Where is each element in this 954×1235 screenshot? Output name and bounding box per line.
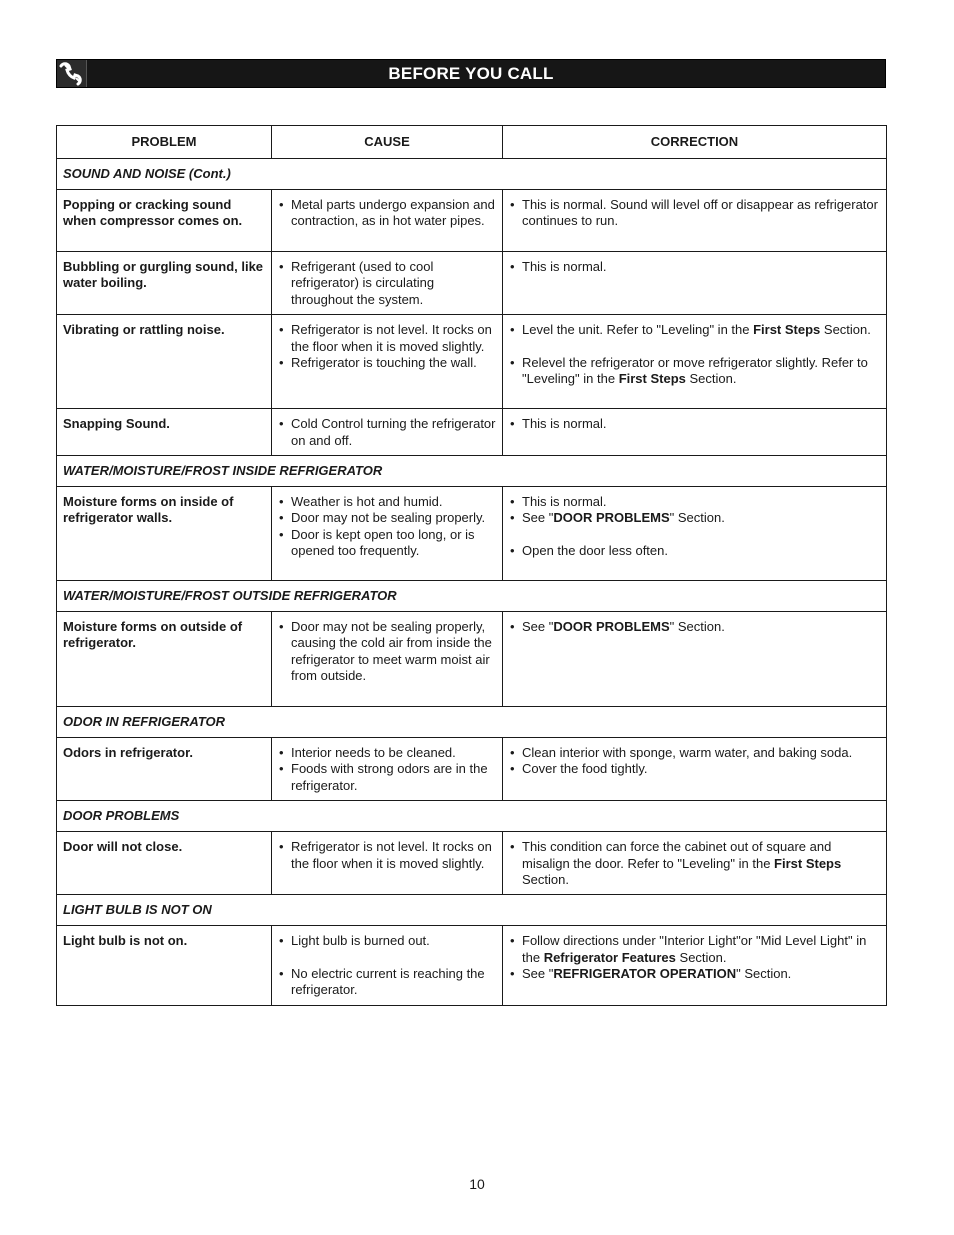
section-reference: REFRIGERATOR OPERATION (553, 966, 737, 982)
correction-cell (503, 926, 887, 1005)
correction-item (509, 966, 880, 982)
cause-cell (272, 832, 503, 895)
cause-cell (272, 190, 503, 252)
correction-cell (503, 409, 887, 456)
correction-text: See " (522, 966, 554, 982)
correction-cell (503, 252, 887, 315)
cause-cell (272, 612, 503, 707)
column-header-correction: CORRECTION (503, 126, 887, 159)
correction-text: " Section. (736, 966, 792, 982)
table-header-row (57, 126, 887, 159)
problem-cell: Snapping Sound. (57, 409, 272, 456)
column-header-cause: CAUSE (272, 126, 503, 159)
problem-cell: Light bulb is not on. (57, 926, 272, 1005)
correction-text: " Section. (669, 619, 725, 635)
section-title: LIGHT BULB IS NOT ON (57, 895, 887, 926)
section-row (57, 895, 887, 926)
cause-cell (272, 409, 503, 456)
cause-cell (272, 926, 503, 1005)
correction-text: See " (522, 510, 554, 526)
section-title: WATER/MOISTURE/FROST OUTSIDE REFRIGERATOR (57, 581, 887, 612)
section-reference: DOOR PROBLEMS (553, 619, 670, 635)
column-header-problem: PROBLEM (57, 126, 272, 159)
table-row (57, 315, 887, 409)
correction-item: • This is normal. (509, 259, 880, 275)
table-row (57, 487, 887, 581)
cause-item: • No electric current is reaching the refrigerator. (278, 966, 496, 999)
table-row (57, 926, 887, 1005)
table-row (57, 190, 887, 252)
section-reference: First Steps (774, 855, 842, 871)
cause-item: • Interior needs to be cleaned. (278, 745, 496, 761)
page-number: 10 (469, 1176, 485, 1192)
section-reference: First Steps (753, 322, 821, 338)
cause-cell (272, 738, 503, 801)
section-row (57, 456, 887, 487)
problem-cell: Vibrating or rattling noise. (57, 315, 272, 409)
table-row (57, 612, 887, 707)
section-title: ODOR IN REFRIGERATOR (57, 707, 887, 738)
problem-cell: Door will not close. (57, 832, 272, 895)
cause-item: • Door may not be sealing properly, causing the cold air from inside the refrigerator to meet warm moist air from outside. (278, 619, 496, 685)
correction-text: Section. (522, 872, 569, 888)
correction-item (509, 933, 880, 966)
cause-item: • Cold Control turning the refrigerator on and off. (278, 416, 496, 449)
correction-item (509, 510, 880, 526)
correction-text: See " (522, 619, 554, 635)
correction-item: • Cover the food tightly. (509, 761, 880, 777)
cause-item: • Weather is hot and humid. (278, 494, 496, 510)
correction-cell (503, 832, 887, 895)
section-reference: Refrigerator Features (543, 949, 676, 965)
correction-text: Section. (685, 371, 737, 387)
page-title: BEFORE YOU CALL (388, 64, 554, 83)
section-row (57, 707, 887, 738)
correction-item (509, 355, 880, 388)
section-title: WATER/MOISTURE/FROST INSIDE REFRIGERATOR (57, 456, 887, 487)
correction-cell (503, 487, 887, 581)
cause-item: • Door is kept open too long, or is opened too frequently. (278, 527, 496, 560)
troubleshooting-table (56, 125, 887, 1006)
correction-item: • This is normal. (509, 494, 880, 510)
cause-cell (272, 252, 503, 315)
correction-cell (503, 738, 887, 801)
correction-item (509, 839, 880, 888)
cause-cell (272, 487, 503, 581)
section-header-bar (56, 59, 886, 88)
cause-item: • Refrigerator is touching the wall. (278, 355, 496, 371)
problem-cell: Odors in refrigerator. (57, 738, 272, 801)
cause-item: • Door may not be sealing properly. (278, 510, 496, 526)
correction-item: • This is normal. Sound will level off or disappear as refrigerator continues to run. (509, 197, 880, 230)
correction-text: Section. (820, 322, 871, 338)
correction-text: " Section. (669, 510, 725, 526)
cause-item: • Refrigerator is not level. It rocks on the floor when it is moved slightly. (278, 322, 496, 355)
correction-item: • This is normal. (509, 416, 880, 432)
section-reference: First Steps (618, 371, 686, 387)
cause-item: • Refrigerator is not level. It rocks on the floor when it is moved slightly. (278, 839, 496, 872)
table-row (57, 738, 887, 801)
section-title: SOUND AND NOISE (Cont.) (57, 159, 887, 190)
correction-text: Relevel the refrigerator or move refrigerator slightly. Refer to "Leveling" in the (522, 354, 868, 387)
section-row (57, 801, 887, 832)
correction-cell (503, 190, 887, 252)
section-row (57, 581, 887, 612)
correction-text: Level the unit. Refer to "Leveling" in the (522, 322, 754, 338)
correction-text: Follow directions under "Interior Light"or "Mid Level Light" in the (522, 933, 867, 965)
correction-text: Section. (675, 949, 727, 965)
correction-item (509, 322, 880, 338)
section-title: DOOR PROBLEMS (57, 801, 887, 832)
cause-item: • Metal parts undergo expansion and contraction, as in hot water pipes. (278, 197, 496, 230)
correction-item: • Open the door less often. (509, 543, 880, 559)
problem-cell: Moisture forms on inside of refrigerator walls. (57, 487, 272, 581)
correction-cell (503, 612, 887, 707)
section-reference: DOOR PROBLEMS (553, 510, 670, 526)
table-row (57, 409, 887, 456)
table-row (57, 252, 887, 315)
correction-cell (503, 315, 887, 409)
problem-cell: Moisture forms on outside of refrigerator. (57, 612, 272, 707)
problem-cell: Bubbling or gurgling sound, like water boiling. (57, 252, 272, 315)
table-row (57, 832, 887, 895)
cause-item: • Foods with strong odors are in the refrigerator. (278, 761, 496, 794)
cause-item: • Refrigerant (used to cool refrigerator) is circulating throughout the system. (278, 259, 496, 308)
section-row (57, 159, 887, 190)
problem-cell: Popping or cracking sound when compressor comes on. (57, 190, 272, 252)
cause-cell (272, 315, 503, 409)
cause-item: • Light bulb is burned out. (278, 933, 496, 949)
correction-text: This condition can force the cabinet out of square and misalign the door. Refer to "Leveling" in the (522, 839, 832, 871)
correction-item (509, 619, 880, 635)
correction-item: • Clean interior with sponge, warm water, and baking soda. (509, 745, 880, 761)
